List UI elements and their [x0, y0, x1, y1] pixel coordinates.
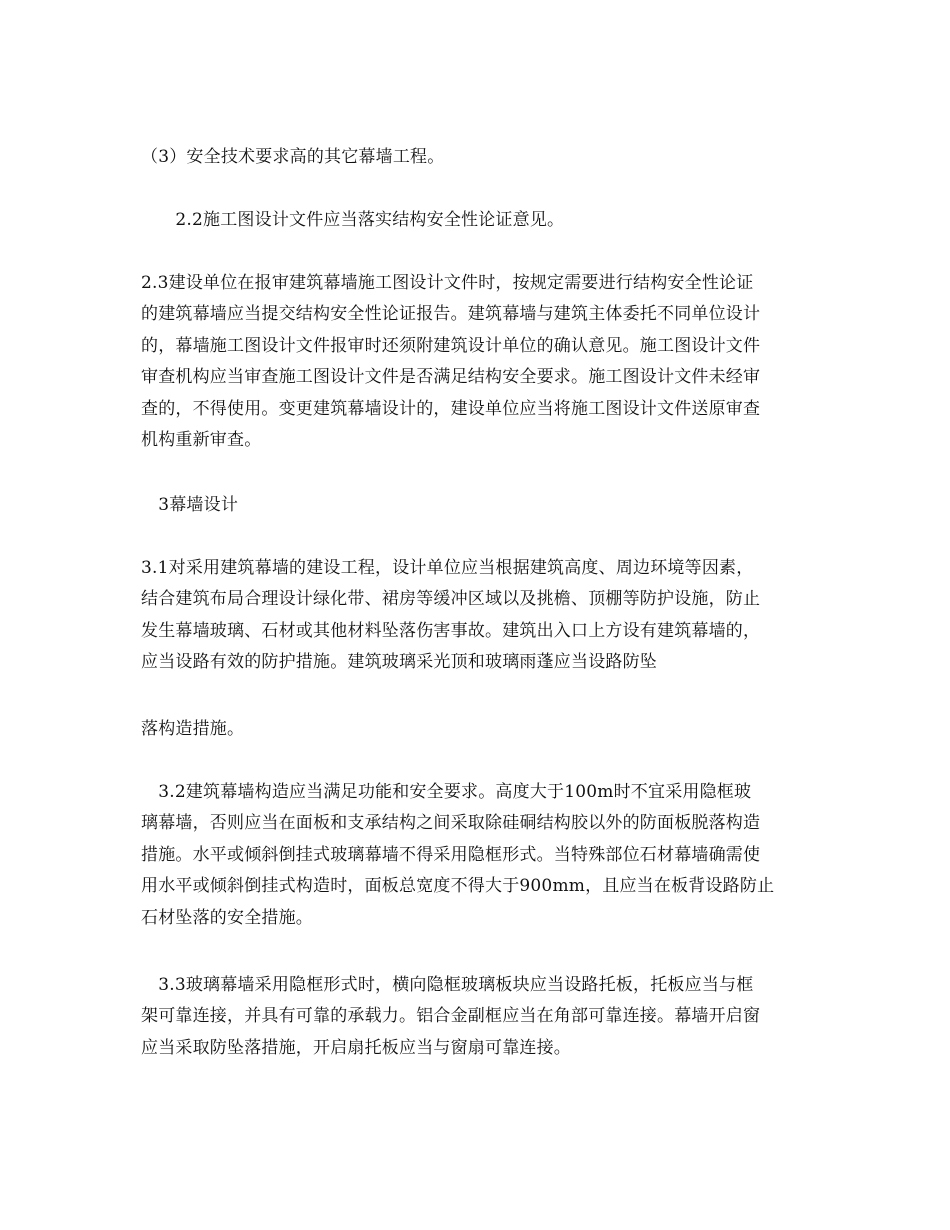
text-line: 3.2建筑幕墙构造应当满足功能和安全要求。高度大于100m时不宜采用隐框玻 — [141, 782, 752, 802]
text-line: 结合建筑布局合理设计绿化带、裙房等缓冲区域以及挑檐、顶棚等防护设施，防止 — [141, 589, 761, 610]
paragraph-3-2 — [141, 777, 813, 934]
text-line: 用水平或倾斜倒挂式构造时，面板总宽度不得大于900mm，且应当在板背设路防止 — [141, 876, 775, 897]
text-line: 措施。水平或倾斜倒挂式玻璃幕墙不得采用隐框形式。当特殊部位石材幕墙确需使 — [141, 844, 761, 865]
text-line: 审查机构应当审查施工图设计文件是否满足结构安全要求。施工图设计文件未经审 — [141, 367, 761, 388]
text-line: 发生幕墙玻璃、石材或其他材料坠落伤害事故。建筑出入口上方设有建筑幕墙的， — [141, 620, 761, 641]
text-line: 应当设路有效的防护措施。建筑玻璃采光顶和玻璃雨蓬应当设路防坠 — [141, 652, 657, 673]
paragraph-2-3 — [141, 268, 813, 456]
text-line: 的，幕墙施工图设计文件报审时还须附建筑设计单位的确认意见。施工图设计文件 — [141, 335, 761, 356]
text-line: 璃幕墙，否则应当在面板和支承结构之间采取除硅硐结构胶以外的防面板脱落构造 — [141, 813, 761, 834]
paragraph-3-item — [141, 142, 813, 173]
text-line: （3）安全技术要求高的其它幕墙工程。 — [141, 147, 445, 167]
text-line: 查的，不得使用。变更建筑幕墙设计的，建设单位应当将施工图设计文件送原审查 — [141, 398, 761, 419]
paragraph-2-2 — [141, 205, 813, 236]
text-line: 3幕墙设计 — [141, 495, 239, 515]
paragraph-3-1 — [141, 553, 813, 679]
text-line: 3.3玻璃幕墙采用隐框形式时，横向隐框玻璃板块应当设路托板，托板应当与框 — [141, 975, 754, 995]
text-line: 应当采取防坠落措施，开启扇托板应当与窗扇可靠连接。 — [141, 1037, 571, 1058]
text-line: 2.3建设单位在报审建筑幕墙施工图设计文件时，按规定需要进行结构安全性论证 — [141, 273, 754, 293]
text-line: 落构造措施。 — [141, 719, 245, 739]
text-line: 的建筑幕墙应当提交结构安全性论证报告。建筑幕墙与建筑主体委托不同单位设计 — [141, 304, 761, 325]
text-line: 石材坠落的安全措施。 — [141, 907, 313, 928]
paragraph-3-1-continued — [141, 714, 813, 745]
text-line: 2.2施工图设计文件应当落实结构安全性论证意见。 — [141, 210, 565, 230]
text-line: 3.1对采用建筑幕墙的建设工程，设计单位应当根据建筑高度、周边环境等因素， — [141, 558, 754, 578]
section-heading — [141, 490, 813, 521]
text-line: 机构重新审查。 — [141, 430, 262, 451]
paragraph-3-3 — [141, 970, 813, 1064]
text-line: 架可靠连接，并具有可靠的承载力。铝合金副框应当在角部可靠连接。幕墙开启窗 — [141, 1006, 761, 1027]
